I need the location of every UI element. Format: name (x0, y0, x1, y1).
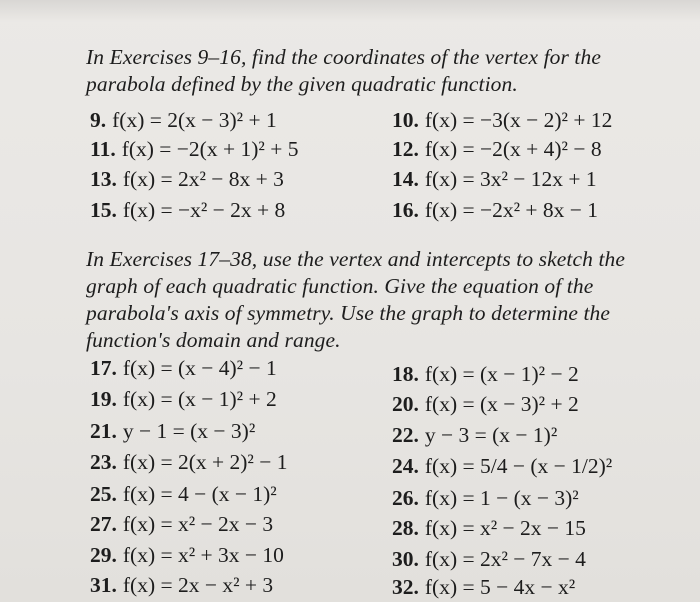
exercise-item: 24. f(x) = 5/4 − (x − 1/2)² (392, 454, 613, 478)
exercise-item: 19. f(x) = (x − 1)² + 2 (90, 387, 277, 411)
exercise-item: 28. f(x) = x² − 2x − 15 (392, 516, 586, 540)
exercise-item: 29. f(x) = x² + 3x − 10 (90, 543, 284, 567)
page-shadow (0, 0, 700, 22)
exercise-item: 9. f(x) = 2(x − 3)² + 1 (90, 108, 277, 132)
instructions-graph: In Exercises 17–38, use the vertex and intercepts to sketch the graph of each quadratic function. Give the equation of the parabola's axis of symmetry. Use the graph to determine the function's domain and range. (86, 247, 626, 352)
exercise-item: 21. y − 1 = (x − 3)² (90, 419, 256, 443)
exercise-item: 26. f(x) = 1 − (x − 3)² (392, 486, 579, 510)
exercise-item: 15. f(x) = −x² − 2x + 8 (90, 198, 286, 222)
exercise-item: 30. f(x) = 2x² − 7x − 4 (392, 547, 586, 571)
exercise-item: 16. f(x) = −2x² + 8x − 1 (392, 198, 599, 222)
exercise-item: 20. f(x) = (x − 3)² + 2 (392, 392, 579, 416)
exercise-item: 25. f(x) = 4 − (x − 1)² (90, 482, 277, 506)
exercise-item: 18. f(x) = (x − 1)² − 2 (392, 362, 579, 386)
exercise-item: 13. f(x) = 2x² − 8x + 3 (90, 167, 284, 191)
exercise-item: 32. f(x) = 5 − 4x − x² (392, 575, 576, 599)
exercise-item: 17. f(x) = (x − 4)² − 1 (90, 356, 277, 380)
exercise-item: 23. f(x) = 2(x + 2)² − 1 (90, 450, 288, 474)
exercise-item: 14. f(x) = 3x² − 12x + 1 (392, 167, 597, 191)
instructions-vertex: In Exercises 9–16, find the coordinates of the vertex for the parabola defined by the given quadratic function. (86, 45, 602, 96)
exercise-item: 11. f(x) = −2(x + 1)² + 5 (90, 137, 299, 161)
exercise-item: 22. y − 3 = (x − 1)² (392, 423, 558, 447)
exercise-item: 10. f(x) = −3(x − 2)² + 12 (392, 108, 613, 132)
exercise-item: 31. f(x) = 2x − x² + 3 (90, 573, 274, 597)
exercise-item: 12. f(x) = −2(x + 4)² − 8 (392, 137, 602, 161)
exercise-item: 27. f(x) = x² − 2x − 3 (90, 512, 274, 536)
